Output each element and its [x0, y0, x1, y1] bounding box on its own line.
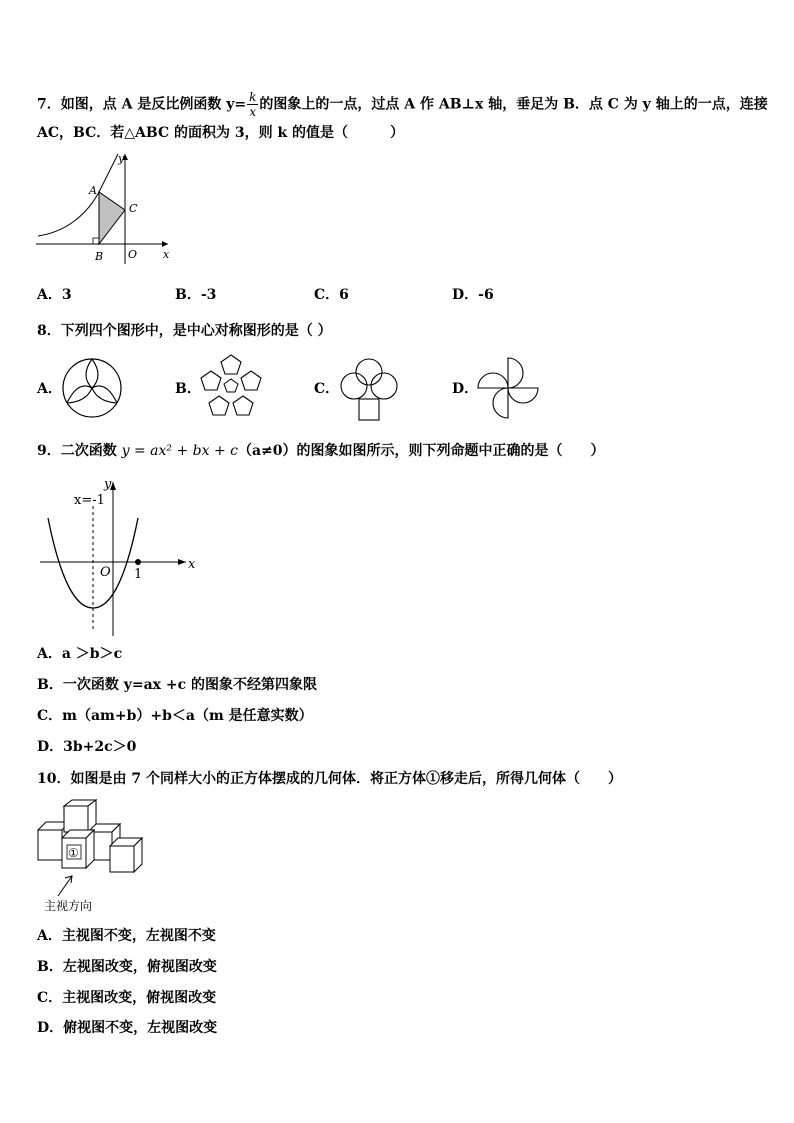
q7-stem-suffix: 的图象上的一点，过点 A 作 AB⊥x 轴，垂足为 B．点 C 为 y 轴上的一点，连接 [259, 96, 768, 113]
q9-stem [37, 442, 605, 460]
q7-figure [36, 152, 176, 264]
q7-frac-denominator: x [249, 105, 257, 119]
q10-figure [36, 800, 166, 916]
q9-formula: y = ax² + bx + c [121, 443, 238, 459]
q10-option-d[interactable]: D．俯视图不变，左视图改变 [37, 1020, 218, 1036]
q8-option-c-figure[interactable] [338, 356, 400, 422]
q7-fig-label-c: C [129, 202, 138, 215]
q9-fig-axis-label: x=-1 [74, 493, 105, 508]
q9-figure [38, 478, 198, 636]
q7-fig-label-o: O [128, 248, 138, 261]
q7-stem-prefix: 7．如图，点 A 是反比例函数 y= [37, 96, 247, 113]
q9-stem-prefix: 9．二次函数 [37, 443, 122, 459]
q10-fig-direction: 主视方向 [44, 899, 93, 913]
q7-fraction [247, 90, 258, 119]
q10-option-c[interactable]: C．主视图改变，俯视图改变 [37, 990, 217, 1006]
q9-fig-label-y: y [104, 477, 112, 492]
q7-fig-label-y: y [118, 152, 125, 165]
q7-fig-label-b: B [95, 250, 104, 263]
q7-option-b[interactable]: B．-3 [175, 287, 217, 303]
q9-option-c[interactable]: C．m（am+b）+b＜a（m 是任意实数） [37, 708, 313, 724]
q10-fig-marker: ① [68, 846, 79, 860]
q9-condition: （a≠0） [237, 443, 297, 459]
q7-option-c[interactable]: C．6 [314, 287, 349, 303]
q8-option-a-figure[interactable] [60, 356, 124, 420]
q9-fig-label-one: 1 [134, 567, 143, 582]
q10-stem: 10．如图是由 7 个同样大小的正方体摆成的几何体．将正方体①移走后，所得几何体（ ） [37, 771, 622, 787]
q7-fig-label-a: A [89, 184, 97, 197]
q10-option-b[interactable]: B．左视图改变，俯视图改变 [37, 959, 217, 975]
q9-fig-label-x: x [188, 557, 196, 572]
q9-option-b[interactable]: B．一次函数 y=ax +c 的图象不经第四象限 [37, 677, 317, 693]
q9-fig-label-o: O [100, 565, 111, 580]
q7-fig-label-x: x [163, 248, 170, 261]
q8-stem: 8．下列四个图形中，是中心对称图形的是（ ） [37, 323, 332, 339]
q9-option-d[interactable]: D．3b+2c＞0 [37, 739, 137, 755]
q7-option-d[interactable]: D．-6 [452, 287, 494, 303]
q8-option-a-label[interactable]: A． [37, 381, 62, 397]
q8-option-b-figure[interactable] [198, 352, 264, 418]
q9-stem-suffix: 的图象如图所示，则下列命题中正确的是（ ） [296, 443, 605, 459]
q8-option-d-label[interactable]: D． [452, 381, 479, 397]
q8-option-c-label[interactable]: C． [314, 381, 340, 397]
q8-option-b-label[interactable]: B． [175, 381, 201, 397]
q7-stem-line1 [37, 90, 768, 119]
q10-option-a[interactable]: A．主视图不变，左视图不变 [37, 928, 216, 944]
q8-option-d-figure[interactable] [476, 356, 540, 420]
q9-option-a[interactable]: A．a ＞b＞c [37, 646, 123, 662]
q7-stem-line2: AC，BC．若△ABC 的面积为 3，则 k 的值是（ ） [37, 125, 405, 141]
q7-frac-numerator: k [249, 90, 257, 104]
q7-option-a[interactable]: A．3 [37, 287, 72, 303]
